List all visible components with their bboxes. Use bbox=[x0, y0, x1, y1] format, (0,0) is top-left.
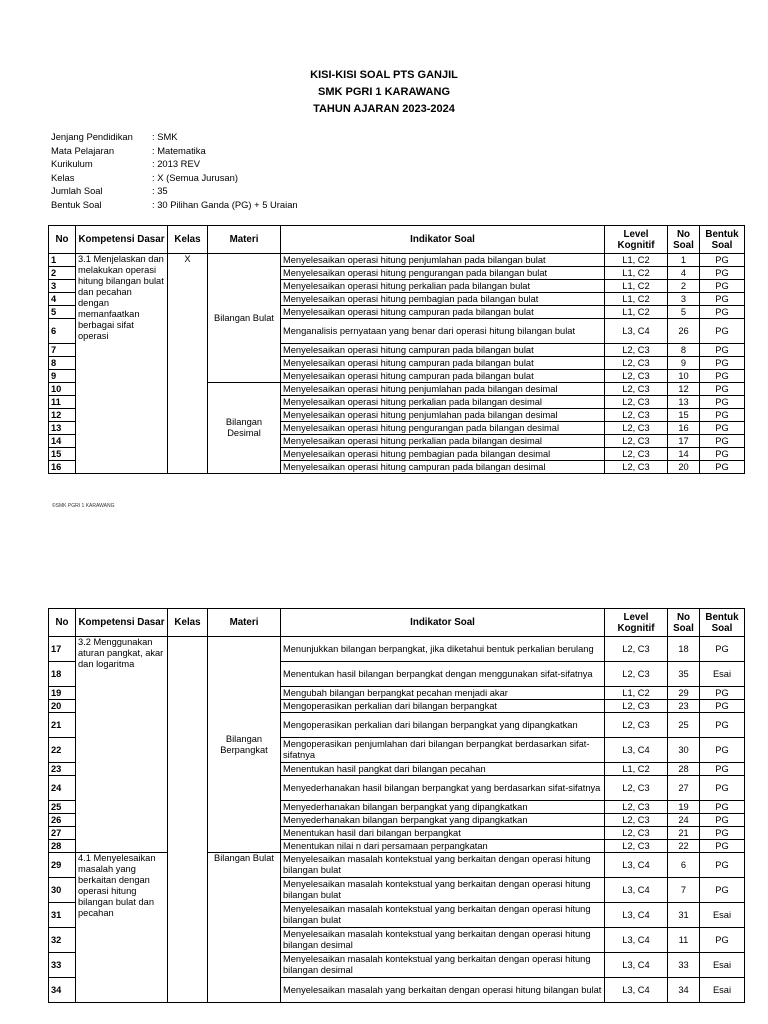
bentuk-cell: PG bbox=[700, 319, 745, 344]
bentuk-cell: Esai bbox=[700, 978, 745, 1003]
bentuk-cell: PG bbox=[700, 776, 745, 801]
table-row bbox=[49, 853, 745, 878]
indikator-cell: Menyelesaikan operasi hitung campuran pada bilangan bulat bbox=[281, 344, 605, 357]
no-soal-cell: 7 bbox=[668, 878, 700, 903]
level-cell: L3, C4 bbox=[605, 878, 668, 903]
col-header-no: No bbox=[49, 609, 76, 637]
materi-cell: Bilangan Bulat bbox=[208, 853, 281, 1003]
no-soal-cell: 13 bbox=[668, 396, 700, 409]
level-cell: L2, C3 bbox=[605, 409, 668, 422]
row-number: 3 bbox=[49, 280, 76, 293]
info-value: : X (Semua Jurusan) bbox=[152, 171, 238, 183]
row-number: 19 bbox=[49, 687, 76, 700]
info-row bbox=[51, 144, 298, 158]
indikator-cell: Menyelesaikan operasi hitung campuran pada bilangan bulat bbox=[281, 357, 605, 370]
col-header-bentuk: Bentuk Soal bbox=[700, 609, 745, 637]
bentuk-cell: PG bbox=[700, 306, 745, 319]
col-header-kompetensi: Kompetensi Dasar bbox=[76, 609, 168, 637]
no-soal-cell: 25 bbox=[668, 713, 700, 738]
level-cell: L3, C4 bbox=[605, 319, 668, 344]
no-soal-cell: 9 bbox=[668, 357, 700, 370]
kompetensi-dasar-cell: 3.1 Menjelaskan dan melakukan operasi hitung bilangan bulat dan pecahan dengan memanfaatkan berbagai sifat operasi bbox=[76, 254, 168, 474]
no-soal-cell: 33 bbox=[668, 953, 700, 978]
kompetensi-dasar-cell: 4.1 Menyelesaikan masalah yang berkaitan dengan operasi hitung bilangan bulat dan pecahan bbox=[76, 853, 168, 1003]
row-number: 7 bbox=[49, 344, 76, 357]
no-soal-cell: 23 bbox=[668, 700, 700, 713]
row-number: 12 bbox=[49, 409, 76, 422]
level-cell: L2, C3 bbox=[605, 814, 668, 827]
col-header-no: No bbox=[49, 226, 76, 254]
bentuk-cell: PG bbox=[700, 738, 745, 763]
row-number: 1 bbox=[49, 254, 76, 267]
materi-cell: Bilangan Desimal bbox=[208, 383, 281, 474]
level-cell: L2, C3 bbox=[605, 396, 668, 409]
info-value: : Matematika bbox=[152, 144, 206, 156]
col-header-indikator: Indikator Soal bbox=[281, 609, 605, 637]
indikator-cell: Menentukan hasil bilangan berpangkat dengan menggunakan sifat-sifatnya bbox=[281, 662, 605, 687]
indikator-cell: Menyelesaikan masalah yang berkaitan dengan operasi hitung bilangan bulat bbox=[281, 978, 605, 1003]
bentuk-cell: PG bbox=[700, 267, 745, 280]
bentuk-cell: PG bbox=[700, 357, 745, 370]
no-soal-cell: 21 bbox=[668, 827, 700, 840]
bentuk-cell: PG bbox=[700, 435, 745, 448]
col-header-kelas: Kelas bbox=[168, 226, 208, 254]
info-row bbox=[51, 157, 298, 171]
col-header-level: Level Kognitif bbox=[605, 226, 668, 254]
indikator-cell: Mengoperasikan penjumlahan dari bilangan berpangkat berdasarkan sifat-sifatnya bbox=[281, 738, 605, 763]
row-number: 28 bbox=[49, 840, 76, 853]
row-number: 31 bbox=[49, 903, 76, 928]
title-line-2: SMK PGRI 1 KARAWANG bbox=[317, 86, 450, 98]
col-header-indikator: Indikator Soal bbox=[281, 226, 605, 254]
no-soal-cell: 1 bbox=[668, 254, 700, 267]
no-soal-cell: 14 bbox=[668, 448, 700, 461]
level-cell: L2, C3 bbox=[605, 713, 668, 738]
no-soal-cell: 29 bbox=[668, 687, 700, 700]
indikator-cell: Menyelesaikan operasi hitung penjumlahan pada bilangan bulat bbox=[281, 254, 605, 267]
info-row bbox=[51, 130, 298, 144]
no-soal-cell: 2 bbox=[668, 280, 700, 293]
info-label: Kelas bbox=[51, 171, 75, 183]
indikator-cell: Menyelesaikan operasi hitung pengurangan pada bilangan bulat bbox=[281, 267, 605, 280]
table-header-row bbox=[49, 609, 745, 637]
no-soal-cell: 22 bbox=[668, 840, 700, 853]
level-cell: L1, C2 bbox=[605, 763, 668, 776]
no-soal-cell: 26 bbox=[668, 319, 700, 344]
kisi-table-1 bbox=[48, 225, 745, 474]
level-cell: L1, C2 bbox=[605, 280, 668, 293]
indikator-cell: Menyelesaikan operasi hitung campuran pada bilangan desimal bbox=[281, 461, 605, 474]
col-header-level: Level Kognitif bbox=[605, 609, 668, 637]
col-header-kelas: Kelas bbox=[168, 609, 208, 637]
bentuk-cell: PG bbox=[700, 827, 745, 840]
table-row bbox=[49, 254, 745, 267]
indikator-cell: Menyelesaikan masalah kontekstual yang berkaitan dengan operasi hitung bilangan desimal bbox=[281, 928, 605, 953]
bentuk-cell: PG bbox=[700, 713, 745, 738]
indikator-cell: Menyelesaikan masalah kontekstual yang berkaitan dengan operasi hitung bilangan desimal bbox=[281, 953, 605, 978]
row-number: 30 bbox=[49, 878, 76, 903]
level-cell: L1, C2 bbox=[605, 254, 668, 267]
level-cell: L2, C3 bbox=[605, 801, 668, 814]
bentuk-cell: Esai bbox=[700, 662, 745, 687]
materi-cell: Bilangan Bulat bbox=[208, 254, 281, 383]
document-info bbox=[51, 130, 298, 211]
level-cell: L2, C3 bbox=[605, 662, 668, 687]
level-cell: L3, C4 bbox=[605, 953, 668, 978]
info-value: : SMK bbox=[152, 131, 178, 142]
footer-copyright: ©SMK PGRI 1 KARAWANG bbox=[52, 503, 115, 509]
indikator-cell: Menyelesaikan operasi hitung campuran pada bilangan bulat bbox=[281, 306, 605, 319]
level-cell: L1, C2 bbox=[605, 293, 668, 306]
bentuk-cell: PG bbox=[700, 801, 745, 814]
no-soal-cell: 35 bbox=[668, 662, 700, 687]
row-number: 20 bbox=[49, 700, 76, 713]
level-cell: L2, C3 bbox=[605, 827, 668, 840]
indikator-cell: Menyederhanakan bilangan berpangkat yang dipangkatkan bbox=[281, 801, 605, 814]
kisi-table-2 bbox=[48, 608, 745, 1003]
level-cell: L2, C3 bbox=[605, 461, 668, 474]
row-number: 16 bbox=[49, 461, 76, 474]
col-header-materi: Materi bbox=[208, 609, 281, 637]
level-cell: L3, C4 bbox=[605, 903, 668, 928]
row-number: 26 bbox=[49, 814, 76, 827]
level-cell: L2, C3 bbox=[605, 435, 668, 448]
level-cell: L3, C4 bbox=[605, 978, 668, 1003]
indikator-cell: Menyelesaikan operasi hitung perkalian pada bilangan desimal bbox=[281, 396, 605, 409]
no-soal-cell: 34 bbox=[668, 978, 700, 1003]
bentuk-cell: PG bbox=[700, 687, 745, 700]
indikator-cell: Menyelesaikan operasi hitung pembagian pada bilangan desimal bbox=[281, 448, 605, 461]
no-soal-cell: 8 bbox=[668, 344, 700, 357]
info-label: Bentuk Soal bbox=[51, 198, 102, 210]
no-soal-cell: 11 bbox=[668, 928, 700, 953]
level-cell: L2, C3 bbox=[605, 776, 668, 801]
row-number: 32 bbox=[49, 928, 76, 953]
bentuk-cell: PG bbox=[700, 370, 745, 383]
title-line-1: KISI-KISI SOAL PTS GANJIL bbox=[310, 69, 458, 81]
level-cell: L2, C3 bbox=[605, 344, 668, 357]
level-cell: L3, C4 bbox=[605, 928, 668, 953]
level-cell: L2, C3 bbox=[605, 370, 668, 383]
indikator-cell: Menyederhanakan bilangan berpangkat yang dipangkatkan bbox=[281, 814, 605, 827]
info-row bbox=[51, 184, 298, 198]
row-number: 6 bbox=[49, 319, 76, 344]
indikator-cell: Menganalisis pernyataan yang benar dari operasi hitung bilangan bulat bbox=[281, 319, 605, 344]
indikator-cell: Menyelesaikan operasi hitung penjumlahan pada bilangan desimal bbox=[281, 383, 605, 396]
level-cell: L3, C4 bbox=[605, 738, 668, 763]
indikator-cell: Menyelesaikan operasi hitung pengurangan pada bilangan desimal bbox=[281, 422, 605, 435]
bentuk-cell: PG bbox=[700, 293, 745, 306]
indikator-cell: Menentukan hasil pangkat dari bilangan pecahan bbox=[281, 763, 605, 776]
title-line-3: TAHUN AJARAN 2023-2024 bbox=[313, 103, 455, 115]
bentuk-cell: PG bbox=[700, 461, 745, 474]
col-header-materi: Materi bbox=[208, 226, 281, 254]
bentuk-cell: PG bbox=[700, 254, 745, 267]
col-header-kompetensi: Kompetensi Dasar bbox=[76, 226, 168, 254]
row-number: 33 bbox=[49, 953, 76, 978]
bentuk-cell: PG bbox=[700, 763, 745, 776]
col-header-no-soal: No Soal bbox=[668, 226, 700, 254]
no-soal-cell: 12 bbox=[668, 383, 700, 396]
info-value: : 30 Pilihan Ganda (PG) + 5 Uraian bbox=[152, 198, 298, 210]
info-label: Jumlah Soal bbox=[51, 185, 103, 196]
indikator-cell: Menyelesaikan operasi hitung perkalian pada bilangan bulat bbox=[281, 280, 605, 293]
bentuk-cell: PG bbox=[700, 840, 745, 853]
row-number: 34 bbox=[49, 978, 76, 1003]
level-cell: L1, C2 bbox=[605, 687, 668, 700]
col-header-bentuk: Bentuk Soal bbox=[700, 226, 745, 254]
level-cell: L1, C2 bbox=[605, 267, 668, 280]
level-cell: L2, C3 bbox=[605, 448, 668, 461]
no-soal-cell: 31 bbox=[668, 903, 700, 928]
no-soal-cell: 17 bbox=[668, 435, 700, 448]
row-number: 18 bbox=[49, 662, 76, 687]
info-row bbox=[51, 171, 298, 185]
info-label: Kurikulum bbox=[51, 158, 93, 169]
no-soal-cell: 20 bbox=[668, 461, 700, 474]
indikator-cell: Mengoperasikan perkalian dari bilangan berpangkat bbox=[281, 700, 605, 713]
row-number: 2 bbox=[49, 267, 76, 280]
indikator-cell: Menentukan nilai n dari persamaan perpangkatan bbox=[281, 840, 605, 853]
bentuk-cell: PG bbox=[700, 878, 745, 903]
bentuk-cell: PG bbox=[700, 396, 745, 409]
bentuk-cell: PG bbox=[700, 422, 745, 435]
no-soal-cell: 19 bbox=[668, 801, 700, 814]
bentuk-cell: PG bbox=[700, 853, 745, 878]
no-soal-cell: 15 bbox=[668, 409, 700, 422]
row-number: 22 bbox=[49, 738, 76, 763]
no-soal-cell: 18 bbox=[668, 637, 700, 662]
bentuk-cell: PG bbox=[700, 928, 745, 953]
kelas-cell bbox=[168, 637, 208, 1003]
bentuk-cell: PG bbox=[700, 700, 745, 713]
bentuk-cell: Esai bbox=[700, 953, 745, 978]
indikator-cell: Menyelesaikan operasi hitung pembagian pada bilangan bulat bbox=[281, 293, 605, 306]
indikator-cell: Mengoperasikan perkalian dari bilangan berpangkat yang dipangkatkan bbox=[281, 713, 605, 738]
indikator-cell: Menyelesaikan masalah kontekstual yang berkaitan dengan operasi hitung bilangan bulat bbox=[281, 903, 605, 928]
bentuk-cell: PG bbox=[700, 448, 745, 461]
level-cell: L2, C3 bbox=[605, 422, 668, 435]
row-number: 9 bbox=[49, 370, 76, 383]
level-cell: L2, C3 bbox=[605, 840, 668, 853]
bentuk-cell: PG bbox=[700, 383, 745, 396]
no-soal-cell: 3 bbox=[668, 293, 700, 306]
table-row bbox=[49, 637, 745, 662]
indikator-cell: Menyelesaikan masalah kontekstual yang berkaitan dengan operasi hitung bilangan bulat bbox=[281, 878, 605, 903]
no-soal-cell: 10 bbox=[668, 370, 700, 383]
bentuk-cell: PG bbox=[700, 344, 745, 357]
indikator-cell: Menyelesaikan operasi hitung penjumlahan pada bilangan desimal bbox=[281, 409, 605, 422]
row-number: 5 bbox=[49, 306, 76, 319]
row-number: 25 bbox=[49, 801, 76, 814]
kompetensi-dasar-cell: 3.2 Menggunakan aturan pangkat, akar dan logaritma bbox=[76, 637, 168, 853]
materi-cell: Bilangan Berpangkat bbox=[208, 637, 281, 853]
indikator-cell: Mengubah bilangan berpangkat pecahan menjadi akar bbox=[281, 687, 605, 700]
row-number: 4 bbox=[49, 293, 76, 306]
kelas-cell: X bbox=[168, 254, 208, 474]
bentuk-cell: PG bbox=[700, 637, 745, 662]
info-value: : 2013 REV bbox=[152, 158, 200, 169]
document-title bbox=[0, 67, 768, 118]
indikator-cell: Menentukan hasil dari bilangan berpangkat bbox=[281, 827, 605, 840]
info-row bbox=[51, 198, 298, 212]
indikator-cell: Menyelesaikan operasi hitung perkalian pada bilangan desimal bbox=[281, 435, 605, 448]
no-soal-cell: 6 bbox=[668, 853, 700, 878]
row-number: 8 bbox=[49, 357, 76, 370]
info-label: Mata Pelajaran bbox=[51, 144, 115, 156]
no-soal-cell: 30 bbox=[668, 738, 700, 763]
row-number: 29 bbox=[49, 853, 76, 878]
bentuk-cell: PG bbox=[700, 409, 745, 422]
row-number: 17 bbox=[49, 637, 76, 662]
row-number: 24 bbox=[49, 776, 76, 801]
no-soal-cell: 5 bbox=[668, 306, 700, 319]
row-number: 15 bbox=[49, 448, 76, 461]
level-cell: L2, C3 bbox=[605, 637, 668, 662]
row-number: 21 bbox=[49, 713, 76, 738]
info-value: : 35 bbox=[152, 185, 168, 196]
level-cell: L2, C3 bbox=[605, 700, 668, 713]
col-header-no-soal: No Soal bbox=[668, 609, 700, 637]
indikator-cell: Menyelesaikan operasi hitung campuran pada bilangan bulat bbox=[281, 370, 605, 383]
bentuk-cell: PG bbox=[700, 814, 745, 827]
level-cell: L1, C2 bbox=[605, 306, 668, 319]
indikator-cell: Menyelesaikan masalah kontekstual yang berkaitan dengan operasi hitung bilangan bulat bbox=[281, 853, 605, 878]
no-soal-cell: 28 bbox=[668, 763, 700, 776]
level-cell: L3, C4 bbox=[605, 853, 668, 878]
row-number: 10 bbox=[49, 383, 76, 396]
row-number: 23 bbox=[49, 763, 76, 776]
bentuk-cell: PG bbox=[700, 280, 745, 293]
info-label: Jenjang Pendidikan bbox=[51, 131, 133, 142]
no-soal-cell: 27 bbox=[668, 776, 700, 801]
level-cell: L2, C3 bbox=[605, 357, 668, 370]
bentuk-cell: Esai bbox=[700, 903, 745, 928]
level-cell: L2, C3 bbox=[605, 383, 668, 396]
row-number: 27 bbox=[49, 827, 76, 840]
row-number: 13 bbox=[49, 422, 76, 435]
no-soal-cell: 16 bbox=[668, 422, 700, 435]
row-number: 14 bbox=[49, 435, 76, 448]
no-soal-cell: 4 bbox=[668, 267, 700, 280]
no-soal-cell: 24 bbox=[668, 814, 700, 827]
indikator-cell: Menunjukkan bilangan berpangkat, jika diketahui bentuk perkalian berulang bbox=[281, 637, 605, 662]
table-header-row bbox=[49, 226, 745, 254]
row-number: 11 bbox=[49, 396, 76, 409]
indikator-cell: Menyederhanakan hasil bilangan berpangkat yang berdasarkan sifat-sifatnya bbox=[281, 776, 605, 801]
